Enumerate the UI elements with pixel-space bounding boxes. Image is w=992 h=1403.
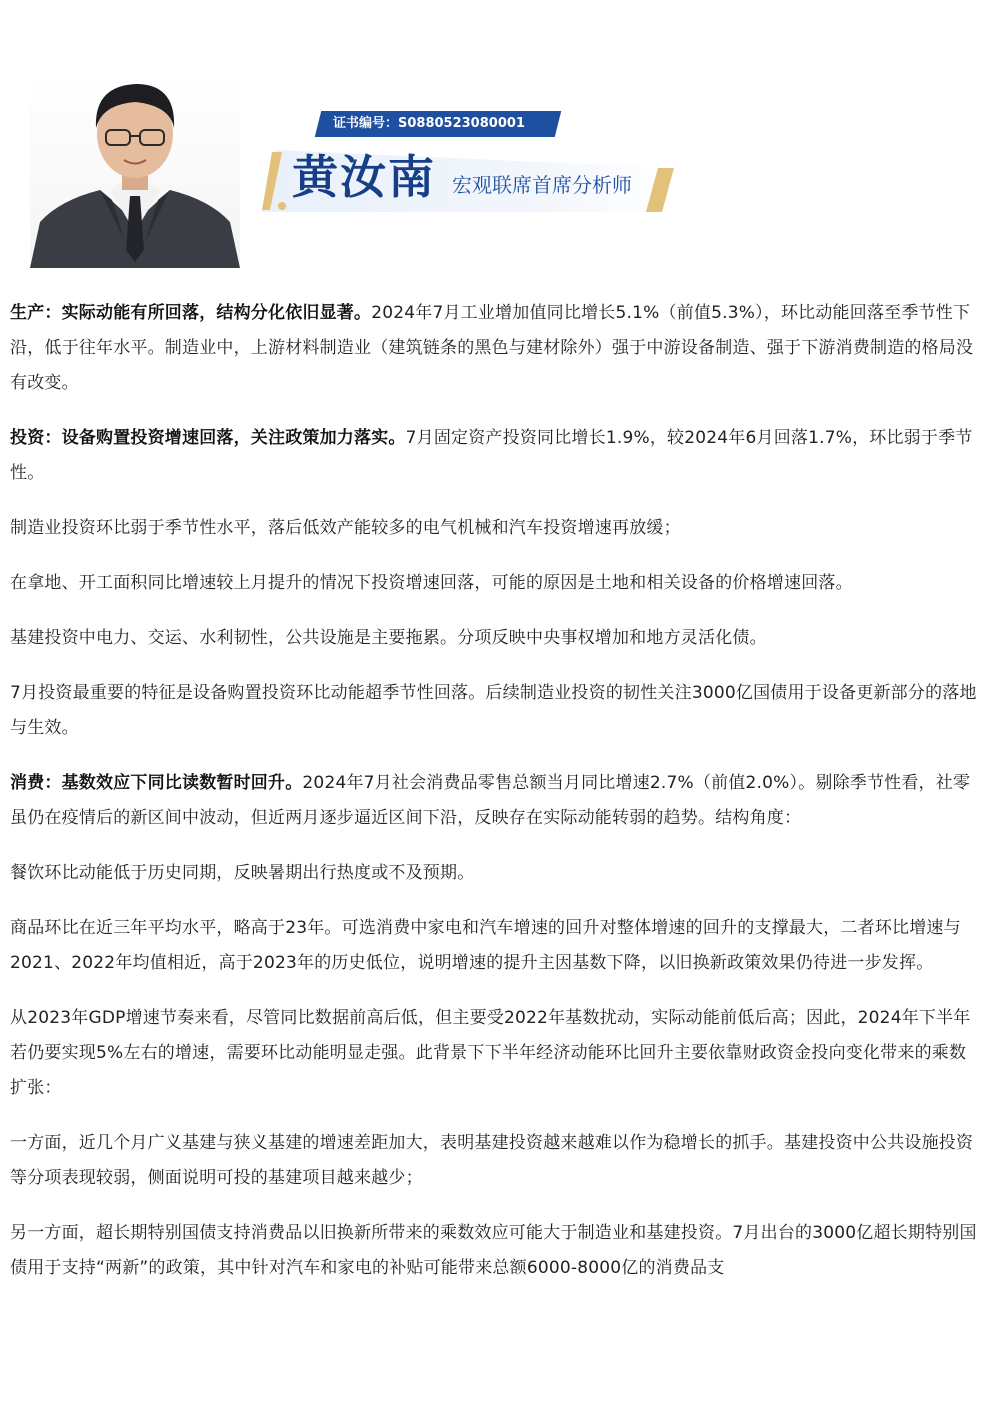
paragraph-lead: 投资：设备购置投资增速回落，关注政策加力落实。	[10, 428, 406, 448]
paragraph-infrastructure	[10, 621, 980, 656]
paragraph-consumption	[10, 766, 980, 836]
paragraph-one-hand	[10, 1126, 980, 1196]
analyst-title: 宏观联席首席分析师	[452, 173, 632, 197]
analyst-header	[0, 0, 992, 270]
paragraph-lead: 消费：基数效应下同比读数暂时回升。	[10, 773, 303, 793]
paragraph-lead: 生产：实际动能有所回落，结构分化依旧显著。	[10, 303, 372, 323]
paragraph-text: 商品环比在近三年平均水平，略高于23年。可选消费中家电和汽车增速的回升对整体增速的回升的支撑最大，二者环比增速与2021、2022年均值相近，高于2023年的历史低位，说明增速的提升主因基数下降，以旧换新政策效果仍待进一步发挥。	[10, 918, 961, 973]
paragraph-other-hand	[10, 1216, 980, 1286]
paragraph-catering	[10, 856, 980, 891]
paragraph-gdp	[10, 1001, 980, 1106]
paragraph-text: 2024年7月工业增加值同比增长5.1%（前值5.3%），环比动能回落至季节性下沿，低于往年水平。制造业中，上游材料制造业（建筑链条的黑色与建材除外）强于中游设备制造、强于下游消费制造的格局没有改变。	[10, 303, 974, 393]
paragraph-text: 餐饮环比动能低于历史同期，反映暑期出行热度或不及预期。	[10, 863, 475, 883]
paragraph-text: 一方面，近几个月广义基建与狭义基建的增速差距加大，表明基建投资越来越难以作为稳增长的抓手。基建投资中公共设施投资等分项表现较弱，侧面说明可投的基建项目越来越少；	[10, 1133, 974, 1188]
paragraph-text: 7月投资最重要的特征是设备购置投资环比动能超季节性回落。后续制造业投资的韧性关注3000亿国债用于设备更新部分的落地与生效。	[10, 683, 977, 738]
paragraph-investment	[10, 421, 980, 491]
paragraph-text: 2024年7月社会消费品零售总额当月同比增速2.7%（前值2.0%）。剔除季节性看，社零虽仍在疫情后的新区间中波动，但近两月逐步逼近区间下沿，反映存在实际动能转弱的趋势。结构角度：	[10, 773, 971, 828]
analyst-portrait	[30, 72, 240, 268]
paragraph-text: 在拿地、开工面积同比增速较上月提升的情况下投资增速回落，可能的原因是土地和相关设备的价格增速回落。	[10, 573, 853, 593]
paragraph-goods	[10, 911, 980, 981]
paragraph-text: 另一方面，超长期特别国债支持消费品以旧换新所带来的乘数效应可能大于制造业和基建投资。7月出台的3000亿超长期特别国债用于支持“两新”的政策，其中针对汽车和家电的补贴可能带来总额6000-8000亿的消费品支	[10, 1223, 977, 1278]
paragraph-equipment	[10, 676, 980, 746]
paragraph-production	[10, 296, 980, 401]
analyst-name: 黄汝南	[292, 150, 436, 204]
paragraph-text: 从2023年GDP增速节奏来看，尽管同比数据前高后低，但主要受2022年基数扰动，实际动能前低后高；因此，2024年下半年若仍要实现5%左右的增速，需要环比动能明显走强。此背景下下半年经济动能环比回升主要依靠财政资金投向变化带来的乘数扩张：	[10, 1008, 971, 1098]
article-body	[10, 296, 980, 1306]
paragraph-text: 7月固定资产投资同比增长1.9%，较2024年6月回落1.7%，环比弱于季节性。	[10, 428, 973, 483]
paragraph-text: 基建投资中电力、交运、水利韧性，公共设施是主要拖累。分项反映中央事权增加和地方灵活化债。	[10, 628, 767, 648]
paragraph-manufacturing	[10, 511, 980, 546]
certificate-number: 证书编号：S0880523080001	[333, 116, 525, 131]
paragraph-land	[10, 566, 980, 601]
paragraph-text: 制造业投资环比弱于季节性水平，落后低效产能较多的电气机械和汽车投资增速再放缓；	[10, 518, 681, 538]
